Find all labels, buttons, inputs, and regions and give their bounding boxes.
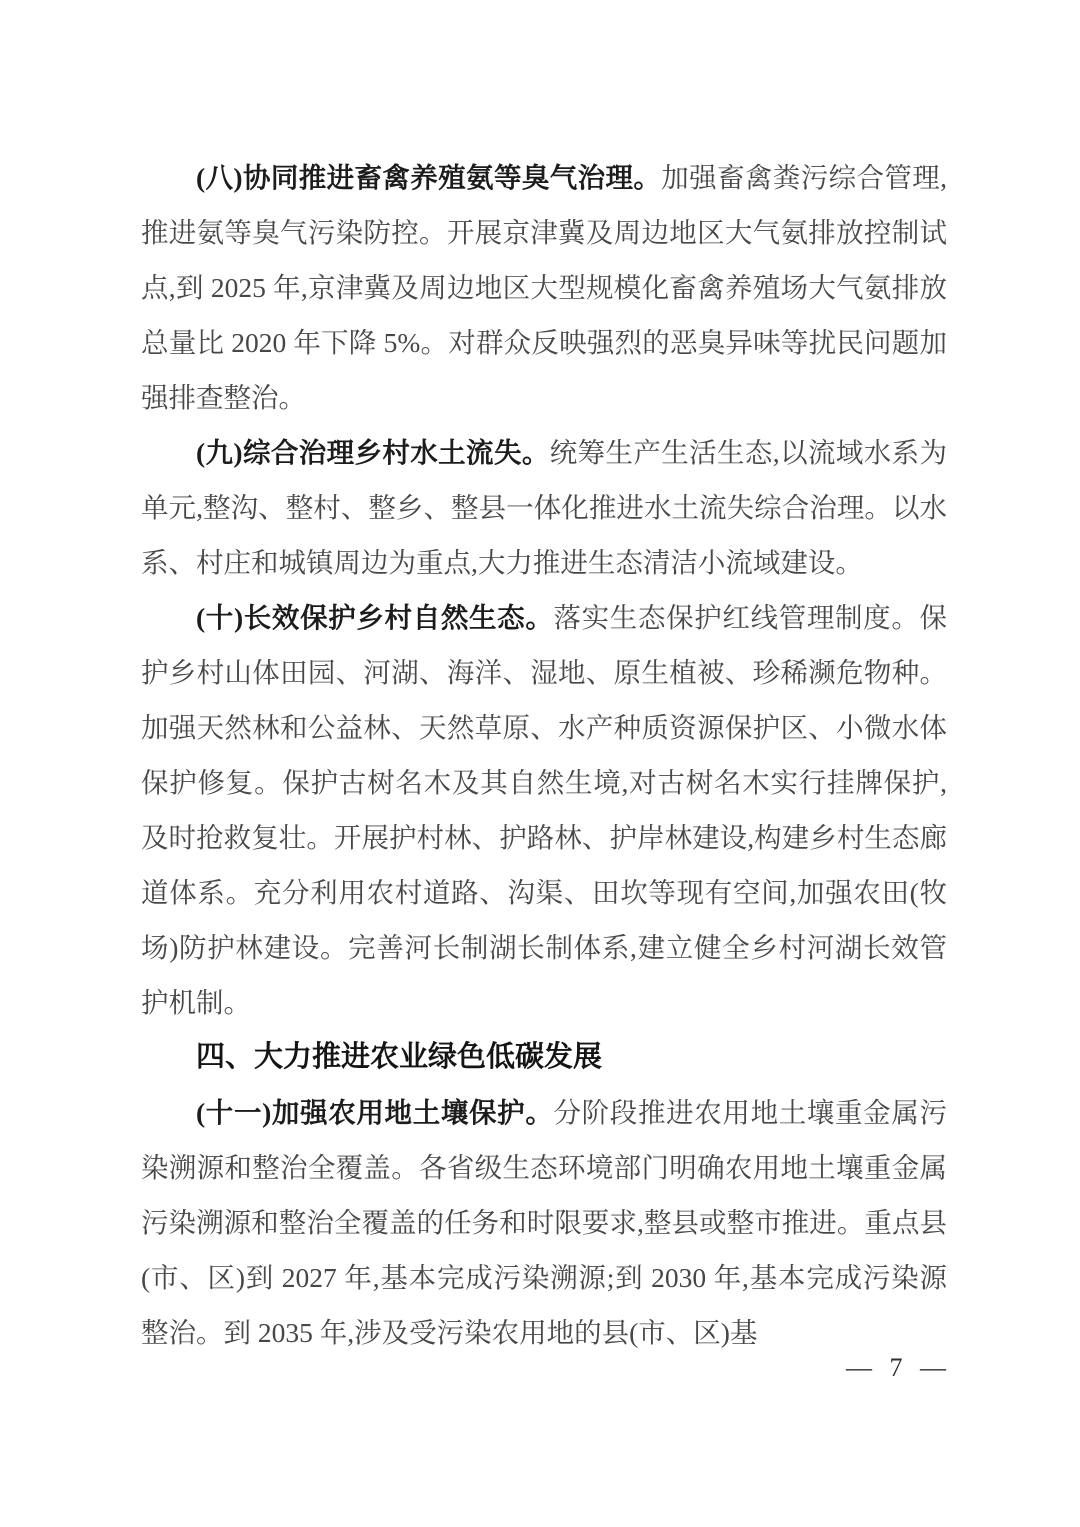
paragraph-9-lead: (九)综合治理乡村水土流失。 [196,437,550,468]
paragraph-8 [141,150,947,425]
paragraph-8-lead: (八)协同推进畜禽养殖氨等臭气治理。 [196,162,662,193]
page-number: — 7 — [846,1353,947,1382]
paragraph-8-text: 加强畜禽粪污综合管理,推进氨等臭气污染防控。开展京津冀及周边地区大气氨排放控制试点,到 2025 年,京津冀及周边地区大型规模化畜禽养殖场大气氨排放总量比 2020 年下降 5%。对群众反映强烈的恶臭异味等扰民问题加强排查整治。 [141,162,947,413]
paragraph-10-lead: (十)长效保护乡村自然生态。 [196,602,554,633]
paragraph-11 [141,1085,947,1360]
document-body [141,150,947,1360]
paragraph-11-lead: (十一)加强农用地土壤保护。 [196,1097,554,1128]
paragraph-10-text: 落实生态保护红线管理制度。保护乡村山体田园、河湖、海洋、湿地、原生植被、珍稀濒危物种。加强天然林和公益林、天然草原、水产种质资源保护区、小微水体保护修复。保护古树名木及其自然生境,对古树名木实行挂牌保护,及时抢救复壮。开展护村林、护路林、护岸林建设,构建乡村生态廊道体系。充分利用农村道路、沟渠、田坎等现有空间,加强农田(牧场)防护林建设。完善河长制湖长制体系,建立健全乡村河湖长效管护机制。 [141,602,947,1018]
paragraph-9 [141,425,947,590]
paragraph-11-text: 分阶段推进农用地土壤重金属污染溯源和整治全覆盖。各省级生态环境部门明确农用地土壤重金属污染溯源和整治全覆盖的任务和时限要求,整县或整市推进。重点县(市、区)到 2027 年,基本完成污染溯源;到 2030 年,基本完成污染源整治。到 2035 年,涉及受污染农用地的县(市、区)基 [141,1097,947,1348]
paragraph-9-text: 统筹生产生活生态,以流域水系为单元,整沟、整村、整乡、整县一体化推进水土流失综合治理。以水系、村庄和城镇周边为重点,大力推进生态清洁小流域建设。 [141,437,947,578]
section-heading-4: 四、大力推进农业绿色低碳发展 [196,1041,603,1073]
paragraph-10 [141,590,947,1030]
